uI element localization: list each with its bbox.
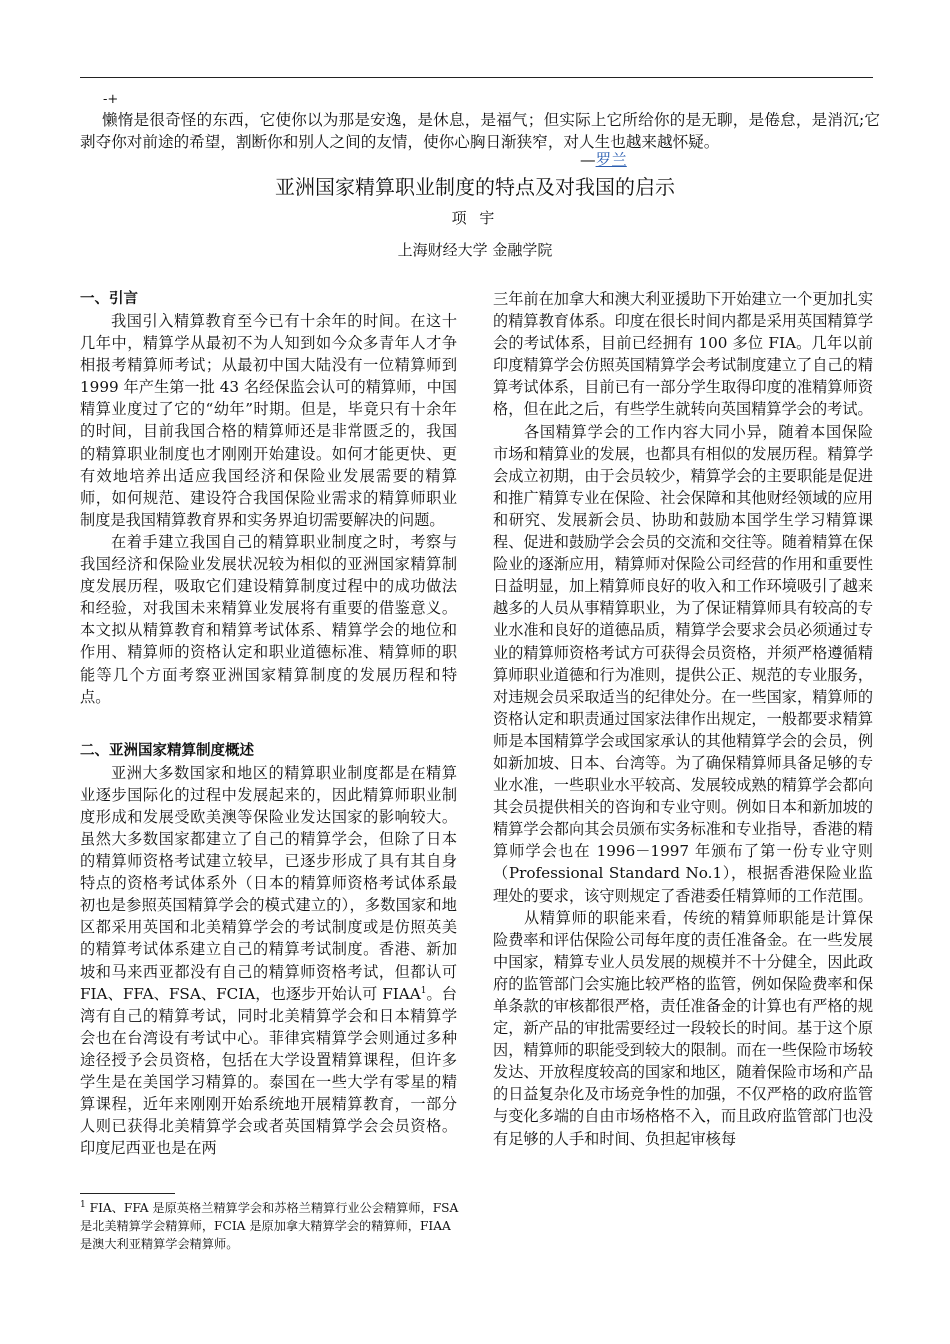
header-rule [80,77,873,78]
footnote-ref: 1 [420,985,427,996]
paragraph: 三年前在加拿大和澳大利亚援助下开始建立一个更加扎实的精算教育体系。印度在很长时间内都是采用英国精算学会的考试体系，目前已经拥有 100 多位 FIA。几年以前印度精算学会仿照英国精算学会考试制度建立了自己的精算考试体系，目前已有一部分学生取得印度的准精算师资格，但在此之后，有些学生就转向英国精算学会的考试。 [493,290,873,419]
footnote-marker: 1 [80,1199,86,1210]
header-marker: -+ [103,92,119,107]
article-title: 亚洲国家精算职业制度的特点及对我国的启示 [275,175,675,199]
epigraph-text: 懒惰是很奇怪的东西，它使你以为那是安逸，是休息，是福气；但实际上它所给你的是无聊，是倦怠，是消沉;它剥夺你对前途的希望，割断你和别人之间的友情，使你心胸日渐狭窄，对人生也越来越怀疑。 [80,111,880,151]
epigraph-attribution [580,150,627,170]
article-affiliation: 上海财经大学 金融学院 [397,241,553,259]
paragraph [80,762,457,1160]
section-heading-intro: 一、引言 [80,291,138,307]
footnote-rule [80,1193,175,1194]
paragraph: 从精算师的职能来看，传统的精算师职能是计算保险费率和评估保险公司每年度的责任准备金。在一些发展中国家，精算专业人员发展的规模并不十分健全，因此政府的监管部门会实施比较严格的监管，例如保险费率和保单条款的审核都很严格，责任准备金的计算也有严格的规定，新产品的审批需要经过一段较长的时间。基于这个原因，精算师的职能受到较大的限制。而在一些保险市场较发达、开放程度较高的国家和地区，随着保险市场和产品的日益复杂化及市场竞争性的加强，不仅严格的政府监管与变化多端的自由市场格格不入，而且政府监管部门也没有足够的人手和时间、负担起审核每 [493,908,873,1148]
paragraph: 各国精算学会的工作内容大同小异，随着本国保险市场和精算业的发展，也都具有相似的发展历程。精算学会成立初期，由于会员较少，精算学会的主要职能是促进和推广精算专业在保险、社会保障和其他财经领域的应用和研究、发展新会员、协助和鼓励本国学生学习精算课程、促进和鼓励学会会员的交流和交往等。随着精算在保险业的逐渐应用，精算师对保险公司经营的作用和重要性日益明显，加上精算师良好的收入和工作环境吸引了越来越多的人员从事精算职业，为了保证精算师具有较高的专业水准和良好的道德品质，精算学会要求会员必须通过专业的精算师资格考试方可获得会员资格，并须严格遵循精算师职业道德和行为准则，提供公正、规范的专业服务，对违规会员采取适当的纪律处分。在一些国家，精算师的资格认定和职责通过国家法律作出规定，一般都要求精算师是本国精算学会或国家承认的其他精算学会的会员，例如新加坡、日本、台湾等。为了确保精算师具备足够的专业水准，一些职业水平较高、发展较成熟的精算学会都向其会员提供相关的咨询和专业守则。例如日本和新加坡的精算学会都向其会员颁布实务标准和专业指导，香港的精算师学会也在 1996－1997 年颁布了第一份专业守则（Professional Standard No.1），根据香港保险业监理处的要求，该守则规定了香港委任精算师的工作范围。 [493,422,873,905]
left-column [80,288,457,1159]
paragraph-text: 亚洲大多数国家和地区的精算职业制度都是在精算业逐步国际化的过程中发展起来的，因此精算师职业制度形成和发展受欧美澳等保险业发达国家的影响较大。虽然大多数国家都建立了自己的精算学会，但除了日本的精算师资格考试建立较早，已逐步形成了具有其自身特点的资格考试体系外（日本的精算师资格考试体系最初也是参照英国精算学会的模式建立的），多数国家和地区都采用英国和北美精算学会的考试制度或是仿照英美的精算考试体系建立自己的精算考试制度。香港、新加坡和马来西亚都没有自己的精算师资格考试，但都认可 FIA、FFA、FSA、FCIA，也逐步开始认可 FIAA [80,763,457,1003]
section-heading-overview: 二、亚洲国家精算制度概述 [80,742,254,759]
paragraph: 在着手建立我国自己的精算职业制度之时，考察与我国经济和保险业发展状况较为相似的亚洲国家精算制度发展历程，吸取它们建设精算制度过程中的成功做法和经验，对我国未来精算业发展将有重要的借鉴意义。本文拟从精算教育和精算考试体系、精算学会的地位和作用、精算师的资格认定和职业道德标准、精算师的职能等几个方面考察亚洲国家精算制度的发展历程和特点。 [80,532,457,706]
article-author: 项 宇 [451,209,499,227]
epigraph-dash: — [580,151,596,169]
paragraph: 我国引入精算教育至今已有十余年的时间。在这十几年中，精算学从最初不为人知到如今众多青年人才争相报考精算师考试；从最初中国大陆没有一位精算师到 1999 年产生第一批 43 名经保监会认可的精算师，中国精算业度过了它的“幼年”时期。但是，毕竟只有十余年的时间，目前我国合格的精算师还是非常匮乏的，我国的精算职业制度也才刚刚开始建设。如何才能更快、更有效地培养出适应我国经济和保险业发展需要的精算师，如何规范、建设符合我国保险业需求的精算师职业制度是我国精算教育界和实务界迫切需要解决的问题。 [80,312,457,529]
footnote-text: FIA、FFA 是原英格兰精算学会和苏格兰精算行业公会精算师，FSA 是北美精算学会精算师，FCIA 是原加拿大精算学会的精算师，FIAA 是澳大利亚精算学会精算师。 [80,1201,459,1251]
right-column [493,288,873,1150]
epigraph-author-link[interactable]: 罗兰 [595,151,627,169]
section-gap [80,708,457,740]
footnote [80,1199,460,1253]
paragraph-text: 。台湾有自己的精算考试，同时北美精算学会和日本精算学会也在台湾设有考试中心。菲律宾精算学会则通过多种途径授予会员资格，包括在大学设置精算课程，但许多学生是在美国学习精算的。泰国在一些大学有零星的精算课程，近年来刚刚开始系统地开展精算教育，一部分人则已获得北美精算学会或者英国精算学会会员资格。印度尼西亚也是在两 [80,984,457,1158]
